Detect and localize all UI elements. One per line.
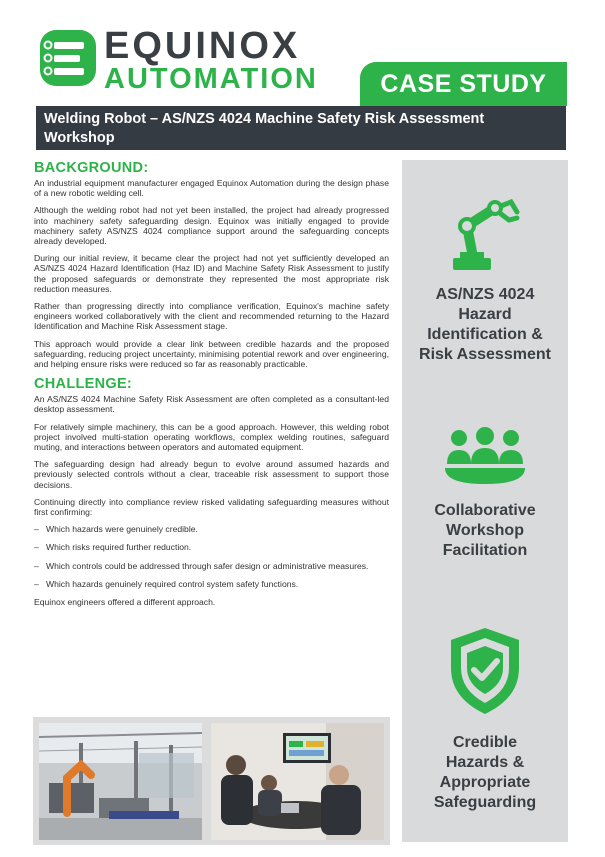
- background-paragraph: This approach would provide a clear link between credible hazards and the proposed safeguarding, reducing project uncertainty, minimising potential rework and over engineering, and helping ensure risks were reduced so far as reasonably practicable.: [34, 338, 389, 370]
- challenge-paragraph: For relatively simple machinery, this can be a good approach. However, this welding robot project involved multi-station operating workflows, complex welding routines, safeguard muting, and interactions between operators and automated equipment.: [34, 421, 389, 453]
- feature-sidebar: [402, 160, 568, 842]
- challenge-closing: Equinox engineers offered a different approach.: [34, 597, 216, 608]
- workshop-meeting-photo: [211, 723, 384, 840]
- photo-strip: [33, 717, 390, 845]
- brand-subname: AUTOMATION: [104, 63, 318, 95]
- robot-arm-icon: [445, 188, 525, 274]
- background-paragraph: Although the welding robot had not yet been installed, the project had already progressed into machinery safety safeguarding design. Equinox was initially engaged to provide machinery safety AS/NZS 4024 compliance support around the safeguarding concepts already developed.: [34, 205, 389, 247]
- brand-name: EQUINOX: [104, 25, 301, 67]
- shield-check-icon: [447, 626, 523, 716]
- hazard-question-list: [34, 524, 389, 589]
- list-item: – Which hazards were genuinely credible.: [34, 524, 389, 534]
- case-study-badge: CASE STUDY: [360, 62, 567, 106]
- challenge-paragraph: Continuing directly into compliance review risked validating safeguarding measures without first confirming:: [34, 496, 389, 518]
- list-item: – Which risks required further reduction.: [34, 542, 389, 552]
- background-paragraph: During our initial review, it became clear the project had not yet sufficiently developed an AS/NZS 4024 Hazard Identification (Haz ID) and Machine Safety Risk Assessment to justify the proposed safeguards or demonstrate they represented the most appropriate risk reduction measures.: [34, 253, 389, 294]
- feature-item: [402, 426, 568, 561]
- circuit-logo-icon: [38, 28, 98, 88]
- background-paragraph: Rather than progressing directly into compliance verification, Equinox's machine safety engineers worked collaboratively with the client and recommended returning to the Hazard Identification and Machine Risk Assessment stage.: [34, 301, 389, 332]
- list-item: – Which hazards genuinely required control system safety functions.: [34, 579, 389, 589]
- feature-label: Collaborative Workshop Facilitation: [434, 502, 536, 559]
- feature-label: Credible Hazards & Appropriate Safeguarding: [433, 734, 537, 811]
- feature-item: [402, 188, 568, 365]
- page-title: Welding Robot – AS/NZS 4024 Machine Safety Risk Assessment Workshop: [36, 106, 566, 150]
- background-heading: BACKGROUND:: [34, 160, 149, 176]
- background-paragraph: An industrial equipment manufacturer engaged Equinox Automation during the design phase of a new robotic welding cell.: [34, 178, 389, 199]
- challenge-paragraph: An AS/NZS 4024 Machine Safety Risk Assessment are often completed as a consultant-led desktop assessment.: [34, 394, 389, 415]
- challenge-paragraph: The safeguarding design had already begun to evolve around assumed hazards and previously selected controls without a clear, traceable risk assessment to support those decisions.: [34, 459, 389, 490]
- equinox-logo: [38, 26, 338, 104]
- feature-item: [402, 626, 568, 813]
- list-item: – Which controls could be addressed through safer design or administrative measures.: [34, 561, 389, 571]
- challenge-heading: CHALLENGE:: [34, 376, 133, 393]
- main-content: [34, 160, 389, 614]
- feature-label: AS/NZS 4024 Hazard Identification & Risk Assessment: [419, 286, 551, 363]
- welding-cell-photo: [39, 723, 202, 840]
- team-meeting-icon: [443, 426, 527, 488]
